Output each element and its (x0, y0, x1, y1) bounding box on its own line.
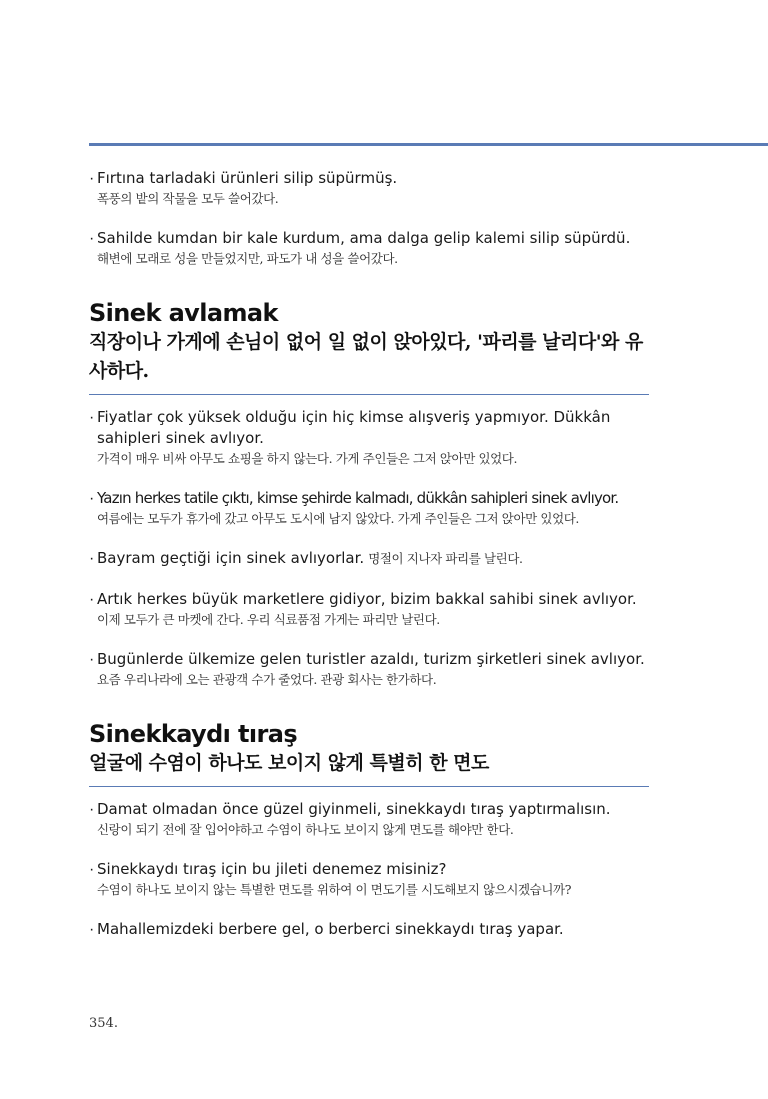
idiom-title: Sinek avlamak (89, 299, 278, 327)
bullet: · (89, 861, 95, 878)
top-rule (89, 143, 768, 146)
turkish-sentence: Artık herkes büyük marketlere gidiyor, bizim bakkal sahibi sinek avlıyor. (97, 590, 637, 608)
page-content (89, 168, 651, 940)
korean-translation: 해변에 모래로 성을 만들었지만, 파도가 내 성을 쓸어갔다. (97, 251, 398, 266)
section-rule (89, 394, 649, 395)
bullet: · (89, 921, 95, 938)
korean-translation: 신랑이 되기 전에 잘 입어야하고 수염이 하나도 보이지 않게 면도를 해야만 한다. (97, 822, 514, 837)
example-item (89, 228, 651, 268)
example-item (89, 799, 651, 839)
section-rule (89, 786, 649, 787)
turkish-sentence: Yazın herkes tatile çıktı, kimse şehirde kalmadı, dükkân sahipleri sinek avlıyor. (97, 489, 619, 507)
example-item (89, 488, 651, 528)
bullet: · (89, 801, 95, 818)
example-item (89, 649, 651, 689)
example-item (89, 919, 651, 940)
idiom-heading (89, 719, 651, 778)
turkish-sentence: Mahallemizdeki berbere gel, o berberci sinekkaydı tıraş yapar. (97, 920, 564, 938)
example-item (89, 407, 651, 468)
korean-translation: 폭풍의 밭의 작물을 모두 쓸어갔다. (97, 191, 279, 206)
turkish-sentence: Sinekkaydı tıraş için bu jileti denemez misiniz? (97, 860, 447, 878)
bullet: · (89, 591, 95, 608)
korean-translation: 이제 모두가 큰 마켓에 간다. 우리 식료품점 가게는 파리만 날린다. (97, 612, 440, 627)
korean-translation: 수염이 하나도 보이지 않는 특별한 면도를 위하여 이 면도기를 시도해보지 않으시겠습니까? (97, 882, 572, 897)
korean-translation: 요즘 우리나라에 오는 관광객 수가 줄었다. 관광 회사는 한가하다. (97, 672, 437, 687)
idiom-meaning: 직장이나 가게에 손님이 없어 일 없이 앉아있다, '파리를 날리다'와 유사하다. (89, 331, 643, 382)
bullet: · (89, 409, 95, 426)
bullet: · (89, 550, 95, 567)
idiom-title: Sinekkaydı tıraş (89, 720, 298, 748)
turkish-sentence: Bayram geçtiği için sinek avlıyorlar. (97, 549, 365, 567)
bullet: · (89, 170, 95, 187)
korean-translation: 가격이 매우 비싸 아무도 쇼핑을 하지 않는다. 가게 주인들은 그저 앉아만 있었다. (97, 451, 518, 466)
turkish-sentence: Fiyatlar çok yüksek olduğu için hiç kimse alışveriş yapmıyor. Dükkân sahipleri sinek avlıyor. (97, 408, 611, 447)
turkish-sentence: Sahilde kumdan bir kale kurdum, ama dalga gelip kalemi silip süpürdü. (97, 229, 631, 247)
korean-translation: 명절이 지나자 파리를 날린다. (368, 551, 523, 566)
turkish-sentence: Damat olmadan önce güzel giyinmeli, sinekkaydı tıraş yaptırmalısın. (97, 800, 611, 818)
example-line (97, 548, 651, 569)
idiom-meaning: 얼굴에 수염이 하나도 보이지 않게 특별히 한 면도 (89, 752, 489, 774)
example-item (89, 548, 651, 569)
example-item (89, 589, 651, 629)
korean-translation: 여름에는 모두가 휴가에 갔고 아무도 도시에 남지 않았다. 가게 주인들은 그저 앉아만 있었다. (97, 511, 580, 526)
turkish-sentence: Bugünlerde ülkemize gelen turistler azaldı, turizm şirketleri sinek avlıyor. (97, 650, 645, 668)
page-number: 354. (89, 1016, 118, 1031)
bullet: · (89, 490, 95, 507)
turkish-sentence: Fırtına tarladaki ürünleri silip süpürmüş. (97, 169, 398, 187)
bullet: · (89, 651, 95, 668)
bullet: · (89, 230, 95, 247)
idiom-heading (89, 298, 651, 386)
example-item (89, 859, 651, 899)
example-item (89, 168, 651, 208)
